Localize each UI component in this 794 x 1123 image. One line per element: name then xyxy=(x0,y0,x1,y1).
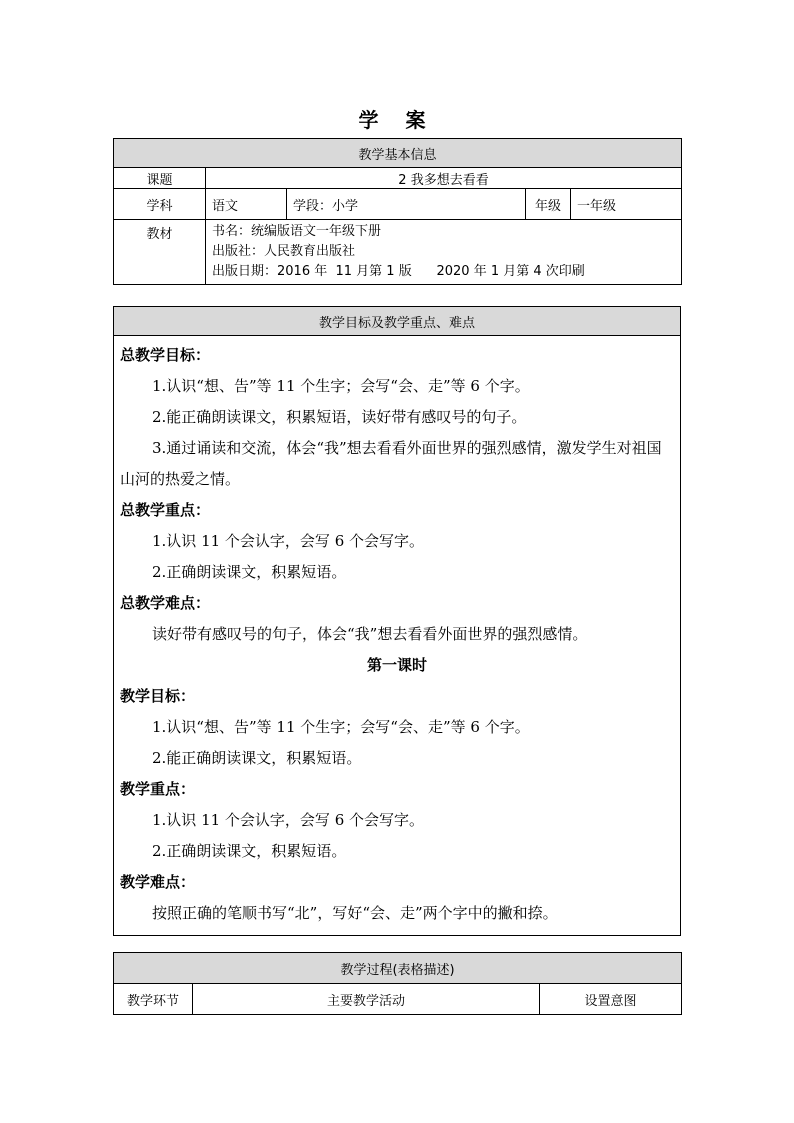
textbook-info xyxy=(206,220,682,285)
key-title: 教学重点： xyxy=(120,780,196,798)
stage-text: 学段：小学 xyxy=(287,189,526,220)
grade-label: 年级 xyxy=(526,189,571,220)
lesson-value: 2 我多想去看看 xyxy=(206,168,682,189)
key-item: 1.认识 11 个会认字，会写 6 个会写字。 xyxy=(152,811,425,829)
page-title: 学 案 xyxy=(358,108,436,132)
total-key-item: 1.认识 11 个会认字，会写 6 个会写字。 xyxy=(152,532,425,550)
goal-item: 1.认识“想、告”等 11 个生字；会写“会、走”等 6 个字。 xyxy=(152,718,530,736)
difficulty-text: 按照正确的笔顺书写“北”，写好“会、走”两个字中的撇和捺。 xyxy=(152,904,558,922)
process-col-intent: 设置意图 xyxy=(540,984,682,1015)
goal-item: 2.能正确朗读课文，积累短语。 xyxy=(152,749,362,767)
total-goal-item: 3.通过诵读和交流，体会“我”想去看看外面世界的强烈感情，激发学生对祖国山河的热爱之情。 xyxy=(120,439,662,488)
grade-value: 一年级 xyxy=(571,189,682,220)
total-key-title: 总教学重点： xyxy=(120,501,211,519)
process-col-activity: 主要教学活动 xyxy=(193,984,540,1015)
difficulty-title: 教学难点： xyxy=(120,873,196,891)
objectives-table xyxy=(113,306,681,936)
lesson-label: 课题 xyxy=(114,168,206,189)
period-title: 第一课时 xyxy=(366,656,427,674)
process-header: 教学过程(表格描述) xyxy=(114,953,682,984)
total-goals-title: 总教学目标： xyxy=(120,346,211,364)
total-difficulty-text: 读好带有感叹号的句子，体会“我”想去看看外面世界的强烈感情。 xyxy=(152,625,588,643)
basic-info-table xyxy=(113,138,682,285)
total-goal-item: 2.能正确朗读课文，积累短语，读好带有感叹号的句子。 xyxy=(152,408,527,426)
total-key-item: 2.正确朗读课文，积累短语。 xyxy=(152,563,347,581)
textbook-label: 教材 xyxy=(114,220,206,285)
process-table xyxy=(113,952,682,1015)
key-item: 2.正确朗读课文，积累短语。 xyxy=(152,842,347,860)
goals-title: 教学目标： xyxy=(120,687,196,705)
basic-info-header: 教学基本信息 xyxy=(114,139,682,168)
total-goal-item: 1.认识“想、告”等 11 个生字；会写“会、走”等 6 个字。 xyxy=(152,377,530,395)
objectives-header: 教学目标及教学重点、难点 xyxy=(114,307,681,336)
publisher: 出版社：人民教育出版社 xyxy=(212,244,356,259)
objectives-body xyxy=(114,336,681,936)
process-col-stage: 教学环节 xyxy=(114,984,193,1015)
book-name: 书名：统编版语文一年级下册 xyxy=(212,224,382,239)
subject-value: 语文 xyxy=(206,189,287,220)
total-difficulty-title: 总教学难点： xyxy=(120,594,211,612)
subject-label: 学科 xyxy=(114,189,206,220)
publish-date: 出版日期：2016 年 11 月第 1 版 2020 年 1 月第 4 次印刷 xyxy=(212,264,585,279)
